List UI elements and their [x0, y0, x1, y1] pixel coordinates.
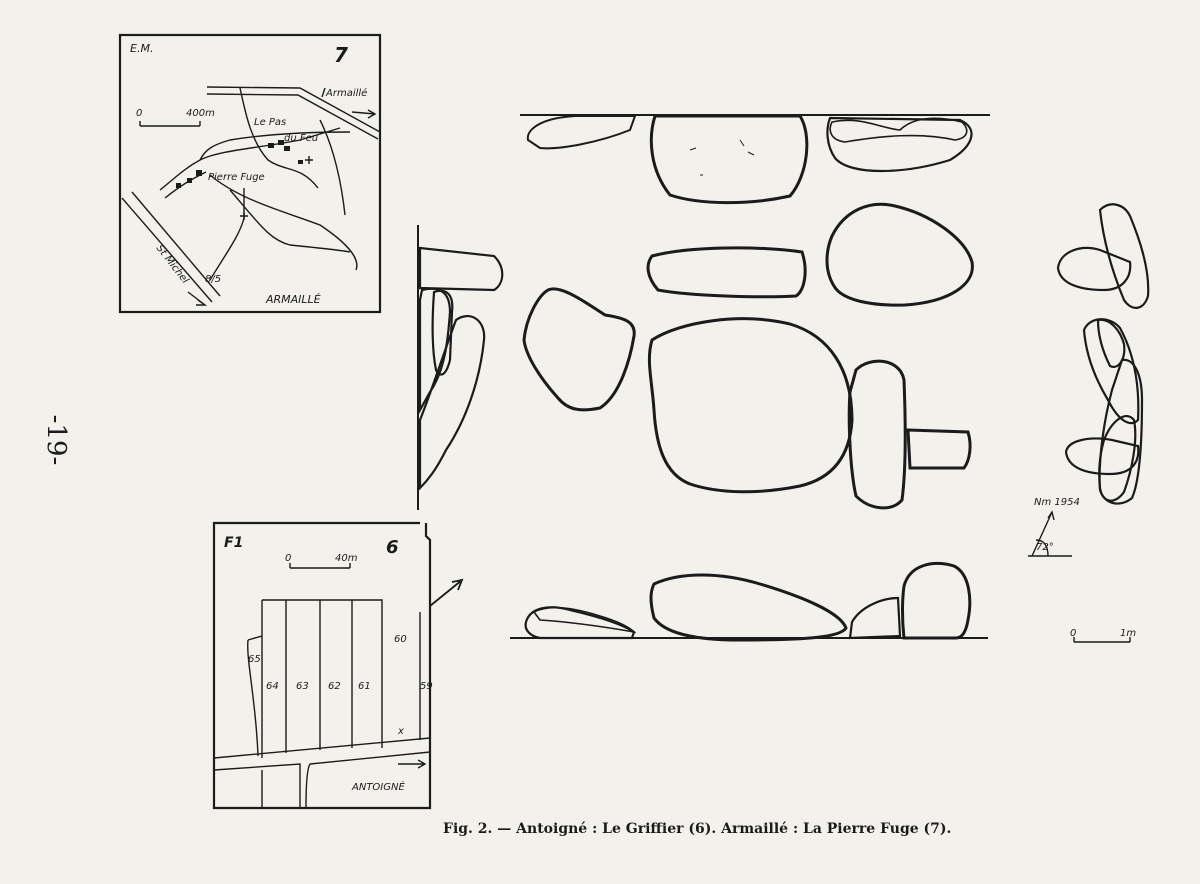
map-armaille-place-pierre-fuge: Pierre Fuge	[208, 172, 265, 183]
dolmen-plan	[524, 204, 972, 508]
map-antoigne-north-arrow	[430, 580, 462, 606]
dolmen-elevation-north	[520, 115, 990, 203]
map-antoigne-parcel-59: 59	[420, 681, 433, 692]
stone-hatched-small	[528, 116, 635, 148]
east-stone-hatched-b	[1058, 248, 1130, 290]
map-antoigne-parcel-63: 63	[296, 681, 309, 692]
map-antoigne	[214, 523, 462, 808]
map-armaille-road-st-michel	[154, 243, 191, 286]
plan-stone-hatched	[648, 248, 805, 297]
stone-hatched-large	[827, 118, 971, 171]
west-stone-hatched-top	[420, 248, 502, 290]
plan-scale-bar	[1070, 628, 1136, 642]
svg-text:-19-: -19-	[41, 414, 71, 466]
map-armaille-number: 7	[334, 43, 348, 67]
map-antoigne-parcel-62: 62	[328, 681, 341, 692]
plan-stone-dotted-upright	[849, 361, 905, 508]
map-armaille-corner-label: E.M.	[130, 42, 154, 55]
svg-text:400m: 400m	[186, 108, 215, 119]
orientation-indicator	[1028, 497, 1080, 556]
east-stone-dotted-a	[1084, 319, 1138, 423]
map-antoigne-corner-label: F1	[224, 535, 244, 551]
svg-text:40m: 40m	[335, 553, 358, 564]
map-antoigne-parcel-lines	[248, 600, 420, 758]
plan-capstone	[649, 319, 852, 492]
map-armaille-place-du-feu: du Feu	[284, 133, 319, 144]
map-antoigne-parcel-65: 65	[248, 654, 261, 665]
south-capstone	[651, 575, 846, 640]
map-armaille-place-le-pas: Le Pas	[254, 117, 287, 128]
svg-text:St Michel: St Michel	[153, 243, 191, 286]
map-armaille-town: ARMAILLÉ	[266, 293, 321, 306]
map-armaille-st-michel-road	[122, 192, 220, 302]
east-stone-hatched-a	[1100, 204, 1148, 308]
map-antoigne-town: ANTOIGNÉ	[352, 782, 405, 793]
svg-text:0: 0	[136, 108, 143, 119]
svg-text:0: 0	[1070, 628, 1077, 639]
orientation-label: Nm 1954	[1034, 497, 1080, 508]
dolmen-elevation-south	[510, 563, 988, 640]
map-antoigne-parcel-61: 61	[358, 681, 371, 692]
map-armaille-place-armaille: Armaillé	[326, 88, 368, 99]
west-stone-dotted-low	[420, 316, 484, 488]
map-armaille-scale-bar	[136, 108, 215, 126]
dolmen-elevation-east	[1058, 204, 1148, 503]
map-armaille-road-arrow	[352, 110, 375, 118]
page-number	[41, 415, 71, 466]
plan-stone-dotted-left	[524, 289, 634, 410]
map-armaille-road-number: 8/5	[205, 274, 222, 285]
figure-caption: Fig. 2. — Antoigné : Le Griffier (6). Armaillé : La Pierre Fuge (7).	[443, 821, 952, 837]
map-antoigne-number: 6	[386, 537, 399, 558]
stone-plain-top	[651, 116, 807, 203]
plan-stone-dotted-right	[827, 204, 972, 305]
svg-text:1m: 1m	[1120, 628, 1137, 639]
svg-text:0: 0	[285, 553, 292, 564]
map-antoigne-parcel-60: 60	[394, 634, 407, 645]
map-antoigne-frame	[214, 523, 430, 808]
south-stone-upright	[903, 563, 970, 638]
plan-stone-hatched-small	[908, 430, 970, 468]
map-antoigne-scale-bar	[285, 553, 358, 568]
map-armaille	[120, 35, 380, 312]
dolmen-elevation-west	[418, 225, 502, 510]
map-antoigne-road	[214, 738, 430, 808]
orientation-angle: 72°	[1036, 542, 1054, 553]
map-antoigne-parcel-64: 64	[266, 681, 279, 692]
south-stone-hatched-mid	[850, 598, 900, 638]
map-antoigne-site-mark: x	[398, 726, 404, 737]
